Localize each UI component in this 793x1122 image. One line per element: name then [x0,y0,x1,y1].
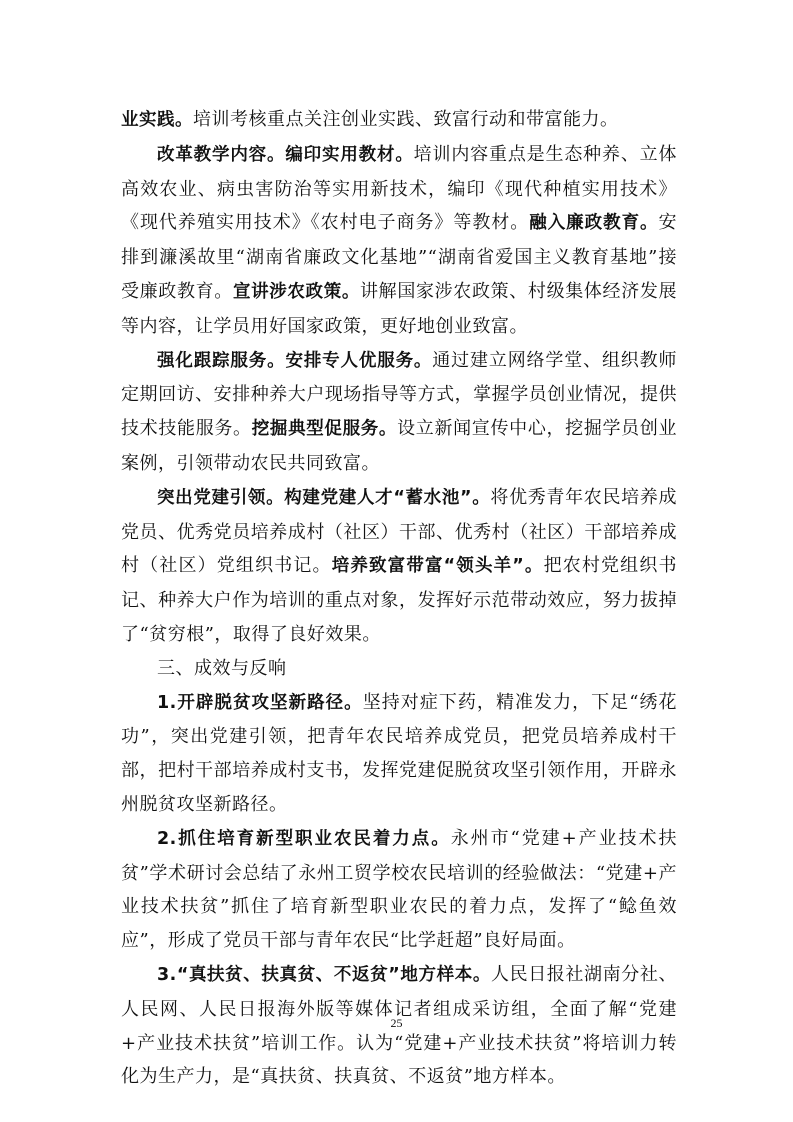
text-run: 把农村党组织书记、种养大户作为培训的重点对象，发挥好示范带动效应，努力拔掉了“贫穷根”，取得了良好效果。 [121,555,677,645]
heading-text: 三、成效与反响 [157,657,287,679]
text-run: 人民日报社湖南分社、人民网、人民日报海外版等媒体记者组成采访组，全面了解“党建+产业技术扶贫”培训工作。认为“党建+产业技术扶贫”将培训力转化为生产力，是“真扶贫、扶真贫、不返贫”地方样本。 [121,963,678,1088]
bold-run: 2.抓住培育新型职业农民着力点。 [157,828,451,849]
text-run: 安排到濂溪故里“湖南省廉政文化基地”“湖南省爱国主义教育基地”接受廉政教育。 [121,212,678,302]
bold-run: 1.开辟脱贫攻坚新路径。 [157,692,363,713]
text-run: 培训内容重点是生态种养、立体高效农业、病虫害防治等实用新技术，编印《现代种植实用技术》《现代养殖实用技术》《农村电子商务》等教材。 [121,143,678,234]
bold-run: 融入廉政教育。 [529,213,659,234]
bold-run: 强化跟踪服务。安排专人优服务。 [157,350,433,371]
text-run: 通过建立网络学堂、组织教师定期回访、安排种养大户现场指导等方式，掌握学员创业情况，提供技术技能服务。 [121,349,678,440]
bold-run: 挖掘典型促服务。 [251,419,398,440]
bold-run: 业实践。 [121,110,193,130]
bold-run: 培养致富带富“领头羊”。 [331,556,544,577]
text-run: 讲解国家涉农政策、村级集体经济发展等内容，让学员用好国家政策，更好地创业致富。 [121,280,678,337]
section-heading [121,652,677,686]
text-run: 培训考核重点关注创业实践、致富行动和带富能力。 [193,109,619,130]
paragraph-6 [121,686,677,822]
page-number: 25 [390,1016,403,1030]
text-run: 永州市“党建+产业技术扶贫”学术研讨会总结了永州工贸学校农民培训的经验做法：“党建+产业技术扶贫”抓住了培育新型职业农民的着力点，发挥了“鲶鱼效应”，形成了党员干部与青年农民“比学赶超”良好局面。 [121,827,677,952]
paragraph-1 [121,103,677,138]
paragraph-3 [121,344,677,481]
bold-run: 突出党建引领。构建党建人才“蓄水池”。 [157,487,491,508]
paragraph-2 [121,138,677,344]
bold-run: 改革教学内容。编印实用教材。 [157,144,414,165]
body-text [121,103,677,1094]
bold-run: 3.“真扶贫、扶真贫、不返贫”地方样本。 [157,964,491,985]
text-run: 设立新闻宣传中心，挖掘学员创业案例，引领带动农民共同致富。 [121,418,678,474]
bold-run: 宣讲涉农政策。 [232,281,361,302]
paragraph-7 [121,822,677,958]
paragraph-4 [121,481,677,652]
text-run: 将优秀青年农民培养成党员、优秀党员培养成村（社区）干部、优秀村（社区）干部培养成村（社区）党组织书记。 [121,486,677,577]
text-run: 坚持对症下药，精准发力，下足“绣花功”，突出党建引领，把青年农民培养成党员，把党员培养成村干部，把村干部培养成村支书，发挥党建促脱贫攻坚引领作用，开辟永州脱贫攻坚新路径。 [121,691,677,815]
